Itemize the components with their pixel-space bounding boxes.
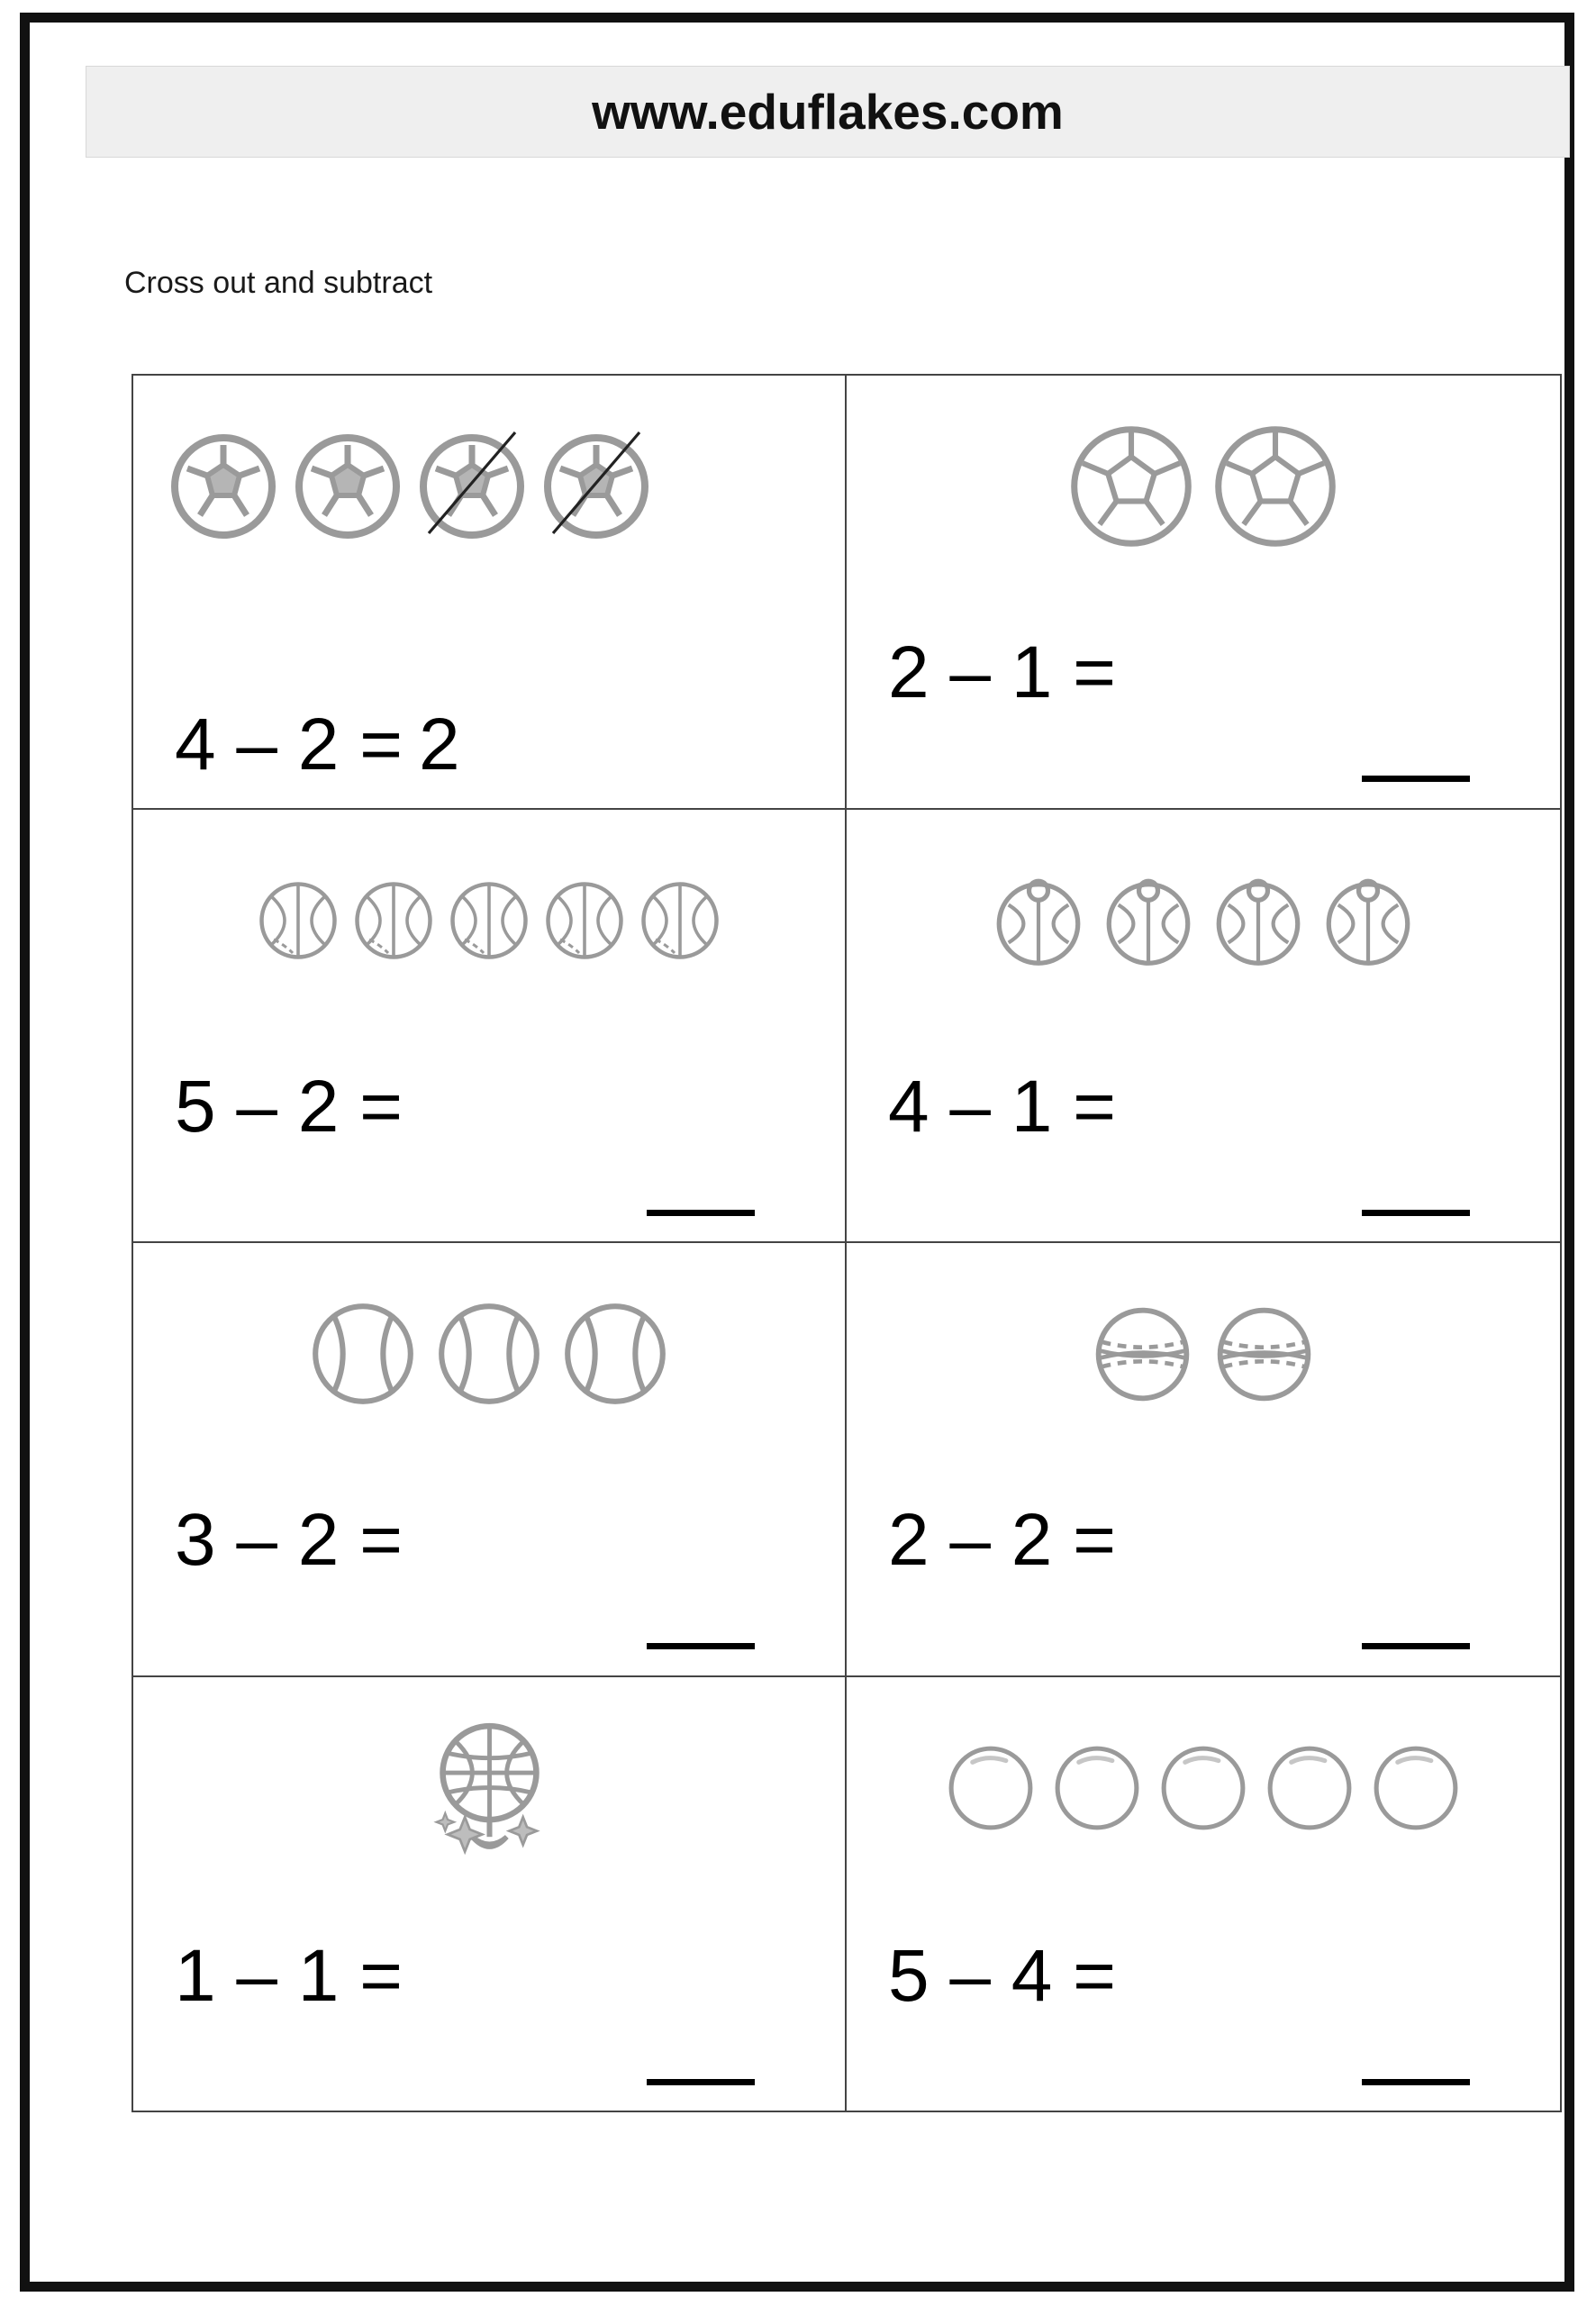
equation-text: 5 – 4 = (888, 1934, 1117, 2017)
cricket-ball-icon (1086, 1298, 1199, 1411)
beach-ball-icon (1208, 870, 1309, 971)
beach-ball-icon (1098, 870, 1199, 971)
answer-value[interactable]: 2 (419, 704, 460, 786)
equation-3 (133, 1065, 845, 1218)
problem-cell-1 (133, 376, 847, 810)
soccer-ball-icon (290, 429, 405, 544)
basketball-icon (446, 877, 532, 964)
problem-cell-8 (847, 1677, 1560, 2111)
equation-1 (133, 706, 845, 784)
equation-2 (847, 631, 1560, 784)
plain-ball-icon (1048, 1739, 1146, 1837)
plain-ball-icon (1155, 1739, 1252, 1837)
icon-row-7 (133, 1677, 845, 1884)
equation-8 (847, 1934, 1560, 2087)
answer-blank[interactable] (1362, 2030, 1470, 2085)
basketball-icon (541, 877, 628, 964)
problem-cell-7 (133, 1677, 847, 2111)
answer-blank[interactable] (647, 1594, 755, 1649)
equation-text: 2 – 2 = (888, 1499, 1117, 1582)
problem-cell-6 (847, 1243, 1560, 1677)
tennis-ball-icon (557, 1295, 674, 1412)
soccer-ball-outline-icon (1064, 419, 1199, 554)
equation-text: 5 – 2 = (175, 1065, 404, 1148)
soccer-ball-icon-crossed (414, 429, 530, 544)
icon-row-5 (133, 1243, 845, 1450)
equation-4 (847, 1065, 1560, 1218)
page-frame (20, 13, 1574, 2292)
equation-5 (133, 1499, 845, 1651)
equation-text: 3 – 2 = (175, 1499, 404, 1582)
icon-row-4 (847, 810, 1560, 1017)
equation-text: 1 – 1 = (175, 1934, 404, 2017)
equation-7 (133, 1934, 845, 2087)
problems-grid (131, 374, 1562, 2112)
plain-ball-icon (1261, 1739, 1358, 1837)
icon-row-2 (847, 376, 1560, 583)
equation-text: 4 – 2 = (175, 704, 404, 786)
answer-blank[interactable] (1362, 727, 1470, 782)
basketball-icon (255, 877, 341, 964)
cricket-ball-icon (1208, 1298, 1320, 1411)
beach-ball-icon (1318, 870, 1419, 971)
tennis-ball-icon (304, 1295, 422, 1412)
icon-row-1 (133, 376, 845, 583)
answer-blank[interactable] (647, 1161, 755, 1216)
soccer-ball-outline-icon (1208, 419, 1343, 554)
answer-blank[interactable] (1362, 1594, 1470, 1649)
problem-cell-5 (133, 1243, 847, 1677)
icon-row-8 (847, 1677, 1560, 1884)
basketball-icon (637, 877, 723, 964)
equation-text: 4 – 1 = (888, 1065, 1117, 1148)
icon-row-3 (133, 810, 845, 1017)
plain-ball-icon (942, 1739, 1039, 1837)
site-header (86, 66, 1570, 158)
basketball-icon (350, 877, 437, 964)
answer-blank[interactable] (647, 2030, 755, 2085)
site-title: www.eduflakes.com (592, 84, 1064, 140)
icon-row-6 (847, 1243, 1560, 1450)
answer-blank[interactable] (1362, 1161, 1470, 1216)
soccer-ball-icon (166, 429, 281, 544)
instruction-text: Cross out and subtract (124, 266, 433, 300)
problem-cell-3 (133, 810, 847, 1244)
equation-6 (847, 1499, 1560, 1651)
equation-text: 2 – 1 = (888, 631, 1117, 714)
beach-ball-icon (988, 870, 1089, 971)
problem-cell-2 (847, 376, 1560, 810)
plain-ball-icon (1367, 1739, 1465, 1837)
soccer-ball-icon-crossed (539, 429, 654, 544)
disco-ball-icon (411, 1709, 568, 1866)
problem-cell-4 (847, 810, 1560, 1244)
tennis-ball-icon (431, 1295, 548, 1412)
